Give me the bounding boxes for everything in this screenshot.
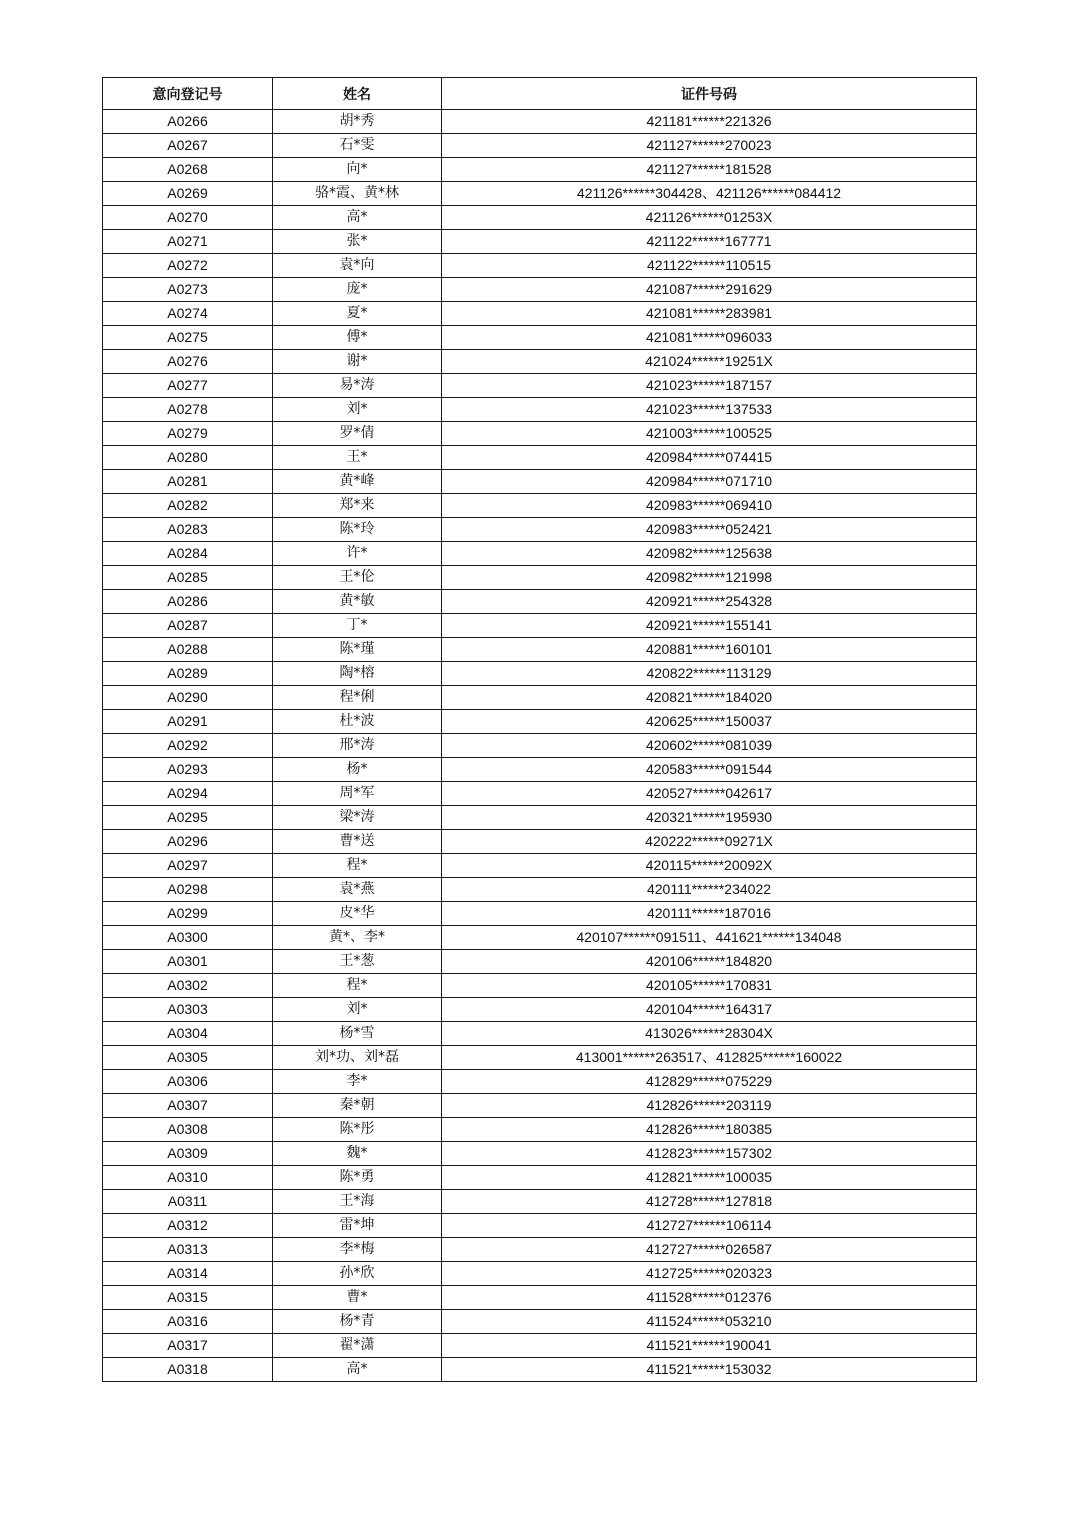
table-row xyxy=(103,1118,977,1142)
id-number-cell: 413026******28304X xyxy=(442,1022,977,1046)
name-cell: 杜*波 xyxy=(273,710,442,734)
registration-number-cell: A0285 xyxy=(103,566,273,590)
name-cell: 罗*倩 xyxy=(273,422,442,446)
id-number-cell: 411521******153032 xyxy=(442,1358,977,1382)
id-number-cell: 420982******121998 xyxy=(442,566,977,590)
name-cell: 胡*秀 xyxy=(273,110,442,134)
name-cell: 王*葱 xyxy=(273,950,442,974)
registration-number-cell: A0309 xyxy=(103,1142,273,1166)
table-row xyxy=(103,1190,977,1214)
name-cell: 袁*向 xyxy=(273,254,442,278)
id-number-cell: 420821******184020 xyxy=(442,686,977,710)
id-number-cell: 412728******127818 xyxy=(442,1190,977,1214)
name-cell: 庞* xyxy=(273,278,442,302)
registration-number-cell: A0316 xyxy=(103,1310,273,1334)
registration-number-cell: A0317 xyxy=(103,1334,273,1358)
id-number-cell: 421023******137533 xyxy=(442,398,977,422)
name-cell: 高* xyxy=(273,206,442,230)
name-cell: 石*雯 xyxy=(273,134,442,158)
registration-number-cell: A0308 xyxy=(103,1118,273,1142)
registration-number-cell: A0299 xyxy=(103,902,273,926)
registration-number-cell: A0293 xyxy=(103,758,273,782)
id-number-cell: 420602******081039 xyxy=(442,734,977,758)
table-row xyxy=(103,494,977,518)
name-cell: 曹*送 xyxy=(273,830,442,854)
id-number-cell: 420984******074415 xyxy=(442,446,977,470)
registration-number-cell: A0276 xyxy=(103,350,273,374)
id-number-cell: 420115******20092X xyxy=(442,854,977,878)
table-body xyxy=(103,110,977,1382)
registration-number-cell: A0292 xyxy=(103,734,273,758)
name-cell: 高* xyxy=(273,1358,442,1382)
registration-number-cell: A0315 xyxy=(103,1286,273,1310)
table-row xyxy=(103,470,977,494)
name-cell: 杨*雪 xyxy=(273,1022,442,1046)
name-cell: 傅* xyxy=(273,326,442,350)
name-cell: 程* xyxy=(273,854,442,878)
table-row xyxy=(103,542,977,566)
name-cell: 程*俐 xyxy=(273,686,442,710)
name-cell: 李* xyxy=(273,1070,442,1094)
header-name: 姓名 xyxy=(273,78,442,110)
id-number-cell: 412826******180385 xyxy=(442,1118,977,1142)
table-row xyxy=(103,950,977,974)
name-cell: 翟*潇 xyxy=(273,1334,442,1358)
table-row xyxy=(103,926,977,950)
registration-number-cell: A0288 xyxy=(103,638,273,662)
registration-number-cell: A0291 xyxy=(103,710,273,734)
registration-number-cell: A0307 xyxy=(103,1094,273,1118)
name-cell: 王*海 xyxy=(273,1190,442,1214)
name-cell: 袁*燕 xyxy=(273,878,442,902)
table-row xyxy=(103,998,977,1022)
registration-number-cell: A0306 xyxy=(103,1070,273,1094)
registration-number-cell: A0289 xyxy=(103,662,273,686)
table-row xyxy=(103,878,977,902)
registration-number-cell: A0273 xyxy=(103,278,273,302)
name-cell: 夏* xyxy=(273,302,442,326)
name-cell: 黄*、李* xyxy=(273,926,442,950)
id-number-cell: 421081******283981 xyxy=(442,302,977,326)
id-number-cell: 412725******020323 xyxy=(442,1262,977,1286)
registration-number-cell: A0272 xyxy=(103,254,273,278)
id-number-cell: 421087******291629 xyxy=(442,278,977,302)
name-cell: 梁*涛 xyxy=(273,806,442,830)
table-row xyxy=(103,710,977,734)
id-number-cell: 421127******181528 xyxy=(442,158,977,182)
registration-number-cell: A0296 xyxy=(103,830,273,854)
id-number-cell: 420583******091544 xyxy=(442,758,977,782)
table-row xyxy=(103,1358,977,1382)
table-row xyxy=(103,422,977,446)
table-row xyxy=(103,1214,977,1238)
table-row xyxy=(103,1142,977,1166)
id-number-cell: 412821******100035 xyxy=(442,1166,977,1190)
registration-number-cell: A0268 xyxy=(103,158,273,182)
registration-number-cell: A0298 xyxy=(103,878,273,902)
name-cell: 雷*坤 xyxy=(273,1214,442,1238)
id-number-cell: 412823******157302 xyxy=(442,1142,977,1166)
name-cell: 皮*华 xyxy=(273,902,442,926)
table-row xyxy=(103,230,977,254)
name-cell: 刘*功、刘*磊 xyxy=(273,1046,442,1070)
id-number-cell: 412829******075229 xyxy=(442,1070,977,1094)
registration-number-cell: A0270 xyxy=(103,206,273,230)
table-row xyxy=(103,254,977,278)
table-row xyxy=(103,1022,977,1046)
id-number-cell: 411524******053210 xyxy=(442,1310,977,1334)
id-number-cell: 420983******069410 xyxy=(442,494,977,518)
name-cell: 王* xyxy=(273,446,442,470)
table-row xyxy=(103,518,977,542)
registration-number-cell: A0274 xyxy=(103,302,273,326)
registration-number-cell: A0277 xyxy=(103,374,273,398)
id-number-cell: 420105******170831 xyxy=(442,974,977,998)
id-number-cell: 412727******106114 xyxy=(442,1214,977,1238)
table-row xyxy=(103,566,977,590)
id-number-cell: 420982******125638 xyxy=(442,542,977,566)
table-row xyxy=(103,662,977,686)
id-number-cell: 420984******071710 xyxy=(442,470,977,494)
registration-number-cell: A0302 xyxy=(103,974,273,998)
table-row xyxy=(103,590,977,614)
registration-number-cell: A0290 xyxy=(103,686,273,710)
name-cell: 黄*峰 xyxy=(273,470,442,494)
table-row xyxy=(103,1238,977,1262)
registration-number-cell: A0281 xyxy=(103,470,273,494)
id-number-cell: 420983******052421 xyxy=(442,518,977,542)
table-row xyxy=(103,1286,977,1310)
id-number-cell: 420106******184820 xyxy=(442,950,977,974)
name-cell: 郑*来 xyxy=(273,494,442,518)
registration-number-cell: A0280 xyxy=(103,446,273,470)
name-cell: 杨*青 xyxy=(273,1310,442,1334)
id-number-cell: 420921******254328 xyxy=(442,590,977,614)
id-number-cell: 420107******091511、441621******134048 xyxy=(442,926,977,950)
id-number-cell: 420111******187016 xyxy=(442,902,977,926)
registration-number-cell: A0301 xyxy=(103,950,273,974)
name-cell: 孙*欣 xyxy=(273,1262,442,1286)
table-row xyxy=(103,182,977,206)
id-number-cell: 421023******187157 xyxy=(442,374,977,398)
table-row xyxy=(103,1046,977,1070)
name-cell: 秦*朝 xyxy=(273,1094,442,1118)
table-row xyxy=(103,278,977,302)
name-cell: 张* xyxy=(273,230,442,254)
id-number-cell: 420921******155141 xyxy=(442,614,977,638)
table-row xyxy=(103,1262,977,1286)
id-number-cell: 412727******026587 xyxy=(442,1238,977,1262)
header-registration-number: 意向登记号 xyxy=(103,78,273,110)
name-cell: 许* xyxy=(273,542,442,566)
name-cell: 邢*涛 xyxy=(273,734,442,758)
id-number-cell: 421024******19251X xyxy=(442,350,977,374)
name-cell: 黄*敏 xyxy=(273,590,442,614)
name-cell: 李*梅 xyxy=(273,1238,442,1262)
registration-number-cell: A0267 xyxy=(103,134,273,158)
name-cell: 向* xyxy=(273,158,442,182)
table-row xyxy=(103,1094,977,1118)
id-number-cell: 411521******190041 xyxy=(442,1334,977,1358)
registration-number-cell: A0310 xyxy=(103,1166,273,1190)
registration-number-cell: A0266 xyxy=(103,110,273,134)
id-number-cell: 420321******195930 xyxy=(442,806,977,830)
name-cell: 陈*玲 xyxy=(273,518,442,542)
id-number-cell: 420881******160101 xyxy=(442,638,977,662)
name-cell: 陈*彤 xyxy=(273,1118,442,1142)
registration-number-cell: A0314 xyxy=(103,1262,273,1286)
name-cell: 刘* xyxy=(273,998,442,1022)
id-number-cell: 411528******012376 xyxy=(442,1286,977,1310)
header-id-number: 证件号码 xyxy=(442,78,977,110)
table-row xyxy=(103,1166,977,1190)
table-row xyxy=(103,974,977,998)
name-cell: 丁* xyxy=(273,614,442,638)
id-number-cell: 420822******113129 xyxy=(442,662,977,686)
name-cell: 周*军 xyxy=(273,782,442,806)
id-number-cell: 413001******263517、412825******160022 xyxy=(442,1046,977,1070)
table-row xyxy=(103,206,977,230)
name-cell: 刘* xyxy=(273,398,442,422)
registration-number-cell: A0304 xyxy=(103,1022,273,1046)
table-row xyxy=(103,1070,977,1094)
registration-number-cell: A0282 xyxy=(103,494,273,518)
table-row xyxy=(103,1310,977,1334)
table-row xyxy=(103,158,977,182)
registration-number-cell: A0297 xyxy=(103,854,273,878)
id-number-cell: 421122******110515 xyxy=(442,254,977,278)
name-cell: 魏* xyxy=(273,1142,442,1166)
table-row xyxy=(103,830,977,854)
id-number-cell: 420111******234022 xyxy=(442,878,977,902)
registration-number-cell: A0303 xyxy=(103,998,273,1022)
table-row xyxy=(103,398,977,422)
registration-number-cell: A0286 xyxy=(103,590,273,614)
name-cell: 陈*勇 xyxy=(273,1166,442,1190)
registration-number-cell: A0300 xyxy=(103,926,273,950)
id-number-cell: 420527******042617 xyxy=(442,782,977,806)
registration-number-cell: A0269 xyxy=(103,182,273,206)
table-row xyxy=(103,902,977,926)
id-number-cell: 421081******096033 xyxy=(442,326,977,350)
id-number-cell: 421127******270023 xyxy=(442,134,977,158)
table-row xyxy=(103,350,977,374)
name-cell: 谢* xyxy=(273,350,442,374)
id-number-cell: 421122******167771 xyxy=(442,230,977,254)
id-number-cell: 421126******01253X xyxy=(442,206,977,230)
name-cell: 陈*瑾 xyxy=(273,638,442,662)
registration-number-cell: A0311 xyxy=(103,1190,273,1214)
table-row xyxy=(103,686,977,710)
table-header-row xyxy=(103,78,977,110)
registration-number-cell: A0312 xyxy=(103,1214,273,1238)
table-row xyxy=(103,758,977,782)
id-number-cell: 412826******203119 xyxy=(442,1094,977,1118)
table-row xyxy=(103,782,977,806)
table-row xyxy=(103,638,977,662)
table-row xyxy=(103,374,977,398)
registration-number-cell: A0278 xyxy=(103,398,273,422)
table-row xyxy=(103,134,977,158)
registration-number-cell: A0284 xyxy=(103,542,273,566)
registration-number-cell: A0295 xyxy=(103,806,273,830)
table-row xyxy=(103,446,977,470)
table-row xyxy=(103,110,977,134)
registration-number-cell: A0283 xyxy=(103,518,273,542)
registration-number-cell: A0275 xyxy=(103,326,273,350)
id-number-cell: 420104******164317 xyxy=(442,998,977,1022)
id-number-cell: 420625******150037 xyxy=(442,710,977,734)
name-cell: 易*涛 xyxy=(273,374,442,398)
name-cell: 程* xyxy=(273,974,442,998)
id-number-cell: 421003******100525 xyxy=(442,422,977,446)
registration-number-cell: A0287 xyxy=(103,614,273,638)
table-row xyxy=(103,806,977,830)
table-row xyxy=(103,734,977,758)
registration-number-cell: A0279 xyxy=(103,422,273,446)
name-cell: 曹* xyxy=(273,1286,442,1310)
table-row xyxy=(103,854,977,878)
id-number-cell: 420222******09271X xyxy=(442,830,977,854)
registration-number-cell: A0305 xyxy=(103,1046,273,1070)
table-row xyxy=(103,1334,977,1358)
registration-number-cell: A0294 xyxy=(103,782,273,806)
table-row xyxy=(103,302,977,326)
id-number-cell: 421181******221326 xyxy=(442,110,977,134)
registration-number-cell: A0313 xyxy=(103,1238,273,1262)
registration-number-cell: A0318 xyxy=(103,1358,273,1382)
registration-table-sheet xyxy=(102,77,976,1382)
name-cell: 骆*霞、黄*林 xyxy=(273,182,442,206)
name-cell: 王*伦 xyxy=(273,566,442,590)
registration-table xyxy=(102,77,977,1382)
id-number-cell: 421126******304428、421126******084412 xyxy=(442,182,977,206)
table-row xyxy=(103,326,977,350)
name-cell: 杨* xyxy=(273,758,442,782)
registration-number-cell: A0271 xyxy=(103,230,273,254)
name-cell: 陶*榕 xyxy=(273,662,442,686)
table-row xyxy=(103,614,977,638)
